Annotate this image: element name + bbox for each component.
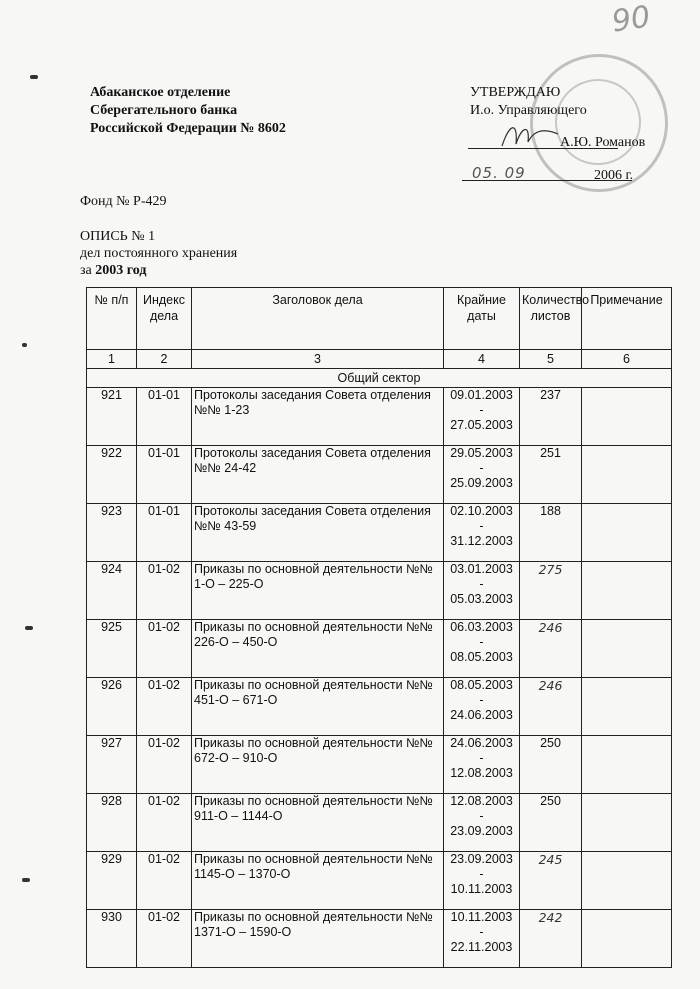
table-row [87,562,672,620]
inventory-heading [80,228,237,279]
approval-date-handwritten: 05. 09 [472,164,526,182]
case-note [582,620,672,678]
date-end: 08.05.2003 [450,650,513,664]
case-index: 01-02 [137,910,192,968]
date-end: 10.11.2003 [450,882,513,896]
case-note [582,794,672,852]
table-row [87,620,672,678]
date-start: 24.06.2003 [450,736,513,750]
case-title: Приказы по основной деятельности №№ 911-О – 1144-О [192,794,444,852]
sheet-count: 188 [540,504,561,518]
case-dates [444,794,520,852]
case-note [582,388,672,446]
case-note [582,446,672,504]
case-number: 923 [87,504,137,562]
col-header-title: Заголовок дела [192,288,444,350]
date-separator: - [479,403,484,417]
inventory-year: 2003 год [95,263,147,278]
date-separator: - [479,925,484,939]
case-index: 01-01 [137,388,192,446]
case-index: 01-02 [137,852,192,910]
case-title: Протоколы заседания Совета отделения №№ 1-23 [192,388,444,446]
case-title: Приказы по основной деятельности №№ 672-О – 910-О [192,736,444,794]
approve-label: УТВЕРЖДАЮ [470,85,561,100]
date-start: 03.01.2003 [450,562,513,576]
sheet-count: 246 [538,678,563,693]
case-dates [444,852,520,910]
date-start: 29.05.2003 [450,446,513,460]
sheet-count-cell [520,852,582,910]
case-dates [444,620,520,678]
case-index: 01-02 [137,678,192,736]
case-number: 928 [87,794,137,852]
date-separator: - [479,635,484,649]
case-title: Приказы по основной деятельности №№ 1-О – 225-О [192,562,444,620]
case-index: 01-02 [137,794,192,852]
sheet-count: 275 [538,562,563,577]
sheet-count: 251 [540,446,561,460]
case-dates [444,678,520,736]
sheet-count-cell [520,620,582,678]
case-index: 01-01 [137,446,192,504]
column-number: 1 [87,350,137,369]
case-title: Приказы по основной деятельности №№ 451-О – 671-О [192,678,444,736]
column-number: 4 [444,350,520,369]
margin-mark [22,343,27,347]
column-number-row [87,350,672,369]
case-index: 01-02 [137,736,192,794]
date-separator: - [479,577,484,591]
case-note [582,852,672,910]
date-start: 10.11.2003 [450,910,513,924]
case-title: Приказы по основной деятельности №№ 226-О – 450-О [192,620,444,678]
case-dates [444,562,520,620]
column-number: 5 [520,350,582,369]
table-header-row [87,288,672,350]
margin-mark [22,878,30,882]
date-separator: - [479,809,484,823]
table-row [87,910,672,968]
case-dates [444,388,520,446]
case-number: 925 [87,620,137,678]
inventory-table [86,287,672,968]
case-number: 926 [87,678,137,736]
fond-number: Фонд № Р-429 [80,194,167,209]
case-title: Протоколы заседания Совета отделения №№ 24-42 [192,446,444,504]
col-header-index: Индекс дела [137,288,192,350]
organization-block [90,84,286,138]
sheet-count-cell [520,446,582,504]
sheet-count: 237 [540,388,561,402]
date-end: 24.06.2003 [450,708,513,722]
date-end: 31.12.2003 [450,534,513,548]
sheet-count: 250 [540,736,561,750]
org-line-3: Российской Федерации № 8602 [90,121,286,136]
col-header-dates: Крайние даты [444,288,520,350]
sheet-count: 250 [540,794,561,808]
inventory-subtitle: дел постоянного хранения [80,246,238,261]
section-row [87,369,672,388]
case-number: 929 [87,852,137,910]
date-line [462,180,632,181]
date-start: 12.08.2003 [450,794,513,808]
sheet-count-cell [520,504,582,562]
case-note [582,562,672,620]
table-row [87,736,672,794]
date-start: 09.01.2003 [450,388,513,402]
approval-block [470,84,646,183]
section-title: Общий сектор [87,369,672,388]
sheet-count-cell [520,562,582,620]
table-row [87,852,672,910]
inventory-year-line [80,262,237,279]
case-note [582,910,672,968]
page-number: 90 [609,0,653,40]
date-separator: - [479,461,484,475]
table-row [87,504,672,562]
margin-mark [25,626,33,630]
margin-mark [30,75,38,79]
date-end: 05.03.2003 [450,592,513,606]
date-separator: - [479,751,484,765]
case-note [582,678,672,736]
date-end: 25.09.2003 [450,476,513,490]
case-title: Протоколы заседания Совета отделения №№ 43-59 [192,504,444,562]
case-index: 01-02 [137,562,192,620]
date-end: 12.08.2003 [450,766,513,780]
sheet-count: 246 [538,620,563,635]
case-dates [444,446,520,504]
signature-line [468,148,618,149]
case-dates [444,910,520,968]
case-number: 930 [87,910,137,968]
case-title: Приказы по основной деятельности №№ 1371-О – 1590-О [192,910,444,968]
sheet-count-cell [520,794,582,852]
inventory-year-prefix: за [80,263,96,278]
column-number: 2 [137,350,192,369]
date-end: 27.05.2003 [450,418,513,432]
date-start: 23.09.2003 [450,852,513,866]
col-header-number: № п/п [87,288,137,350]
date-separator: - [479,693,484,707]
date-start: 08.05.2003 [450,678,513,692]
table-row [87,794,672,852]
date-end: 22.11.2003 [450,940,513,954]
table-row [87,678,672,736]
col-header-sheets: Количество листов [520,288,582,350]
case-dates [444,504,520,562]
sheet-count-cell [520,388,582,446]
approver-title: И.о. Управляющего [470,103,587,118]
table-row [87,388,672,446]
inventory-title: ОПИСЬ № 1 [80,229,156,244]
case-number: 924 [87,562,137,620]
column-number: 6 [582,350,672,369]
sheet-count-cell [520,910,582,968]
signature [500,120,560,150]
case-number: 927 [87,736,137,794]
sheet-count-cell [520,736,582,794]
case-index: 01-02 [137,620,192,678]
date-start: 06.03.2003 [450,620,513,634]
sheet-count-cell [520,678,582,736]
date-end: 23.09.2003 [450,824,513,838]
case-index: 01-01 [137,504,192,562]
org-line-2: Сберегательного банка [90,103,238,118]
table-row [87,446,672,504]
case-dates [444,736,520,794]
sheet-count: 242 [538,910,563,925]
approver-name: А.Ю. Романов [560,135,646,150]
case-note [582,736,672,794]
case-number: 922 [87,446,137,504]
case-title: Приказы по основной деятельности №№ 1145-О – 1370-О [192,852,444,910]
col-header-note: Примечание [582,288,672,350]
org-line-1: Абаканское отделение [90,85,231,100]
date-start: 02.10.2003 [450,504,513,518]
column-number: 3 [192,350,444,369]
case-number: 921 [87,388,137,446]
sheet-count: 245 [538,852,563,867]
date-separator: - [479,519,484,533]
case-note [582,504,672,562]
approval-year: 2006 г. [594,168,634,183]
date-separator: - [479,867,484,881]
